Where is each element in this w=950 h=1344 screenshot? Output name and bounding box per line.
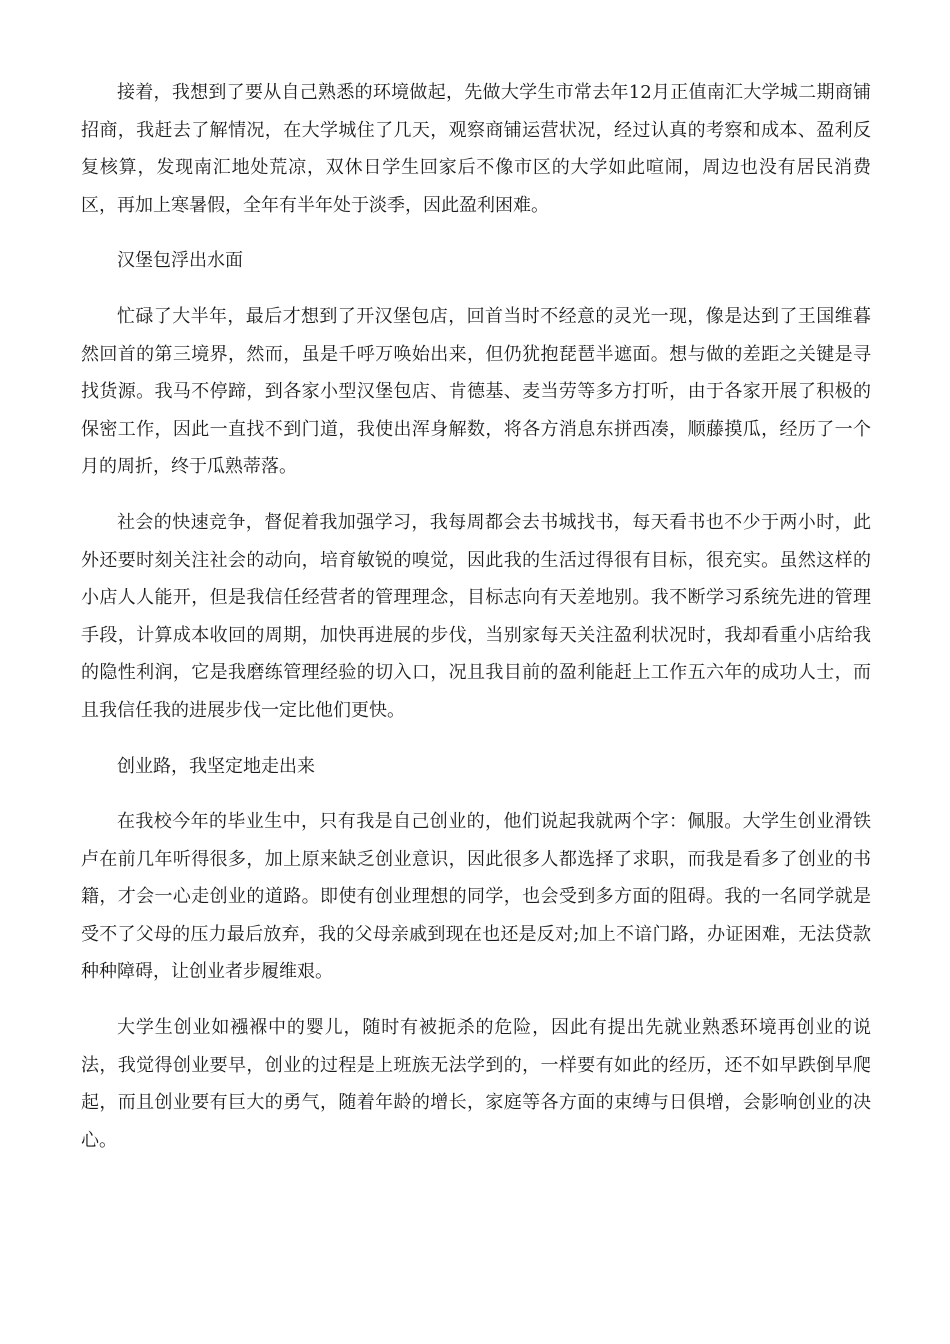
paragraph-2: 忙碌了大半年，最后才想到了开汉堡包店，回首当时不经意的灵光一现，像是达到了王国维暮然回首的第三境界，然而，虽是千呼万唤始出来，但仍犹抱琵琶半遮面。想与做的差距之关键是寻找货源。我马不停蹄，到各家小型汉堡包店、肯德基、麦当劳等多方打听，由于各家开展了积极的保密工作，因此一直找不到门道，我使出浑身解数，将各方消息东拼西凑，顺藤摸瓜，经历了一个月的周折，终于瓜熟蒂落。 <box>81 305 871 478</box>
section-heading-hamburger: 汉堡包浮出水面 <box>117 250 243 272</box>
paragraph-5: 大学生创业如襁褓中的婴儿，随时有被扼杀的危险，因此有提出先就业熟悉环境再创业的说法，我觉得创业要早，创业的过程是上班族无法学到的，一样要有如此的经历，还不如早跌倒早爬起，而且创业要有巨大的勇气，随着年龄的增长，家庭等各方面的束缚与日俱增，会影响创业的决心。 <box>81 1017 871 1151</box>
paragraph-4: 在我校今年的毕业生中，只有我是自己创业的，他们说起我就两个字：佩服。大学生创业滑铁卢在前几年听得很多，加上原来缺乏创业意识，因此很多人都选择了求职，而我是看多了创业的书籍，才会一心走创业的道路。即使有创业理想的同学，也会受到多方面的阻碍。我的一名同学就是受不了父母的压力最后放弃，我的父母亲戚到现在也还是反对;加上不谙门路，办证困难，无法贷款种种障碍，让创业者步履维艰。 <box>81 811 871 983</box>
paragraph-1: 接着，我想到了要从自己熟悉的环境做起，先做大学生市常去年12月正值南汇大学城二期商铺招商，我赶去了解情况，在大学城住了几天，观察商铺运营状况，经过认真的考察和成本、盈利反复核算，发现南汇地处荒凉，双休日学生回家后不像市区的大学如此喧闹，周边也没有居民消费区，再加上寒暑假，全年有半年处于淡季，因此盈利困难。 <box>81 82 871 216</box>
section-heading-entrepreneurship: 创业路，我坚定地走出来 <box>117 755 315 777</box>
document-body <box>81 74 871 1177</box>
paragraph-3: 社会的快速竞争，督促着我加强学习，我每周都会去书城找书，每天看书也不少于两小时，此外还要时刻关注社会的动向，培育敏锐的嗅觉，因此我的生活过得很有目标，很充实。虽然这样的小店人人能开，但是我信任经营者的管理理念，目标志向有天差地别。我不断学习系统先进的管理手段，计算成本收回的周期，加快再进展的步伐，当别家每天关注盈利状况时，我却看重小店给我的隐性利润，它是我磨练管理经验的切入口，况且我目前的盈利能赶上工作五六年的成功人士，而且我信任我的进展步伐一定比他们更快。 <box>81 511 871 721</box>
